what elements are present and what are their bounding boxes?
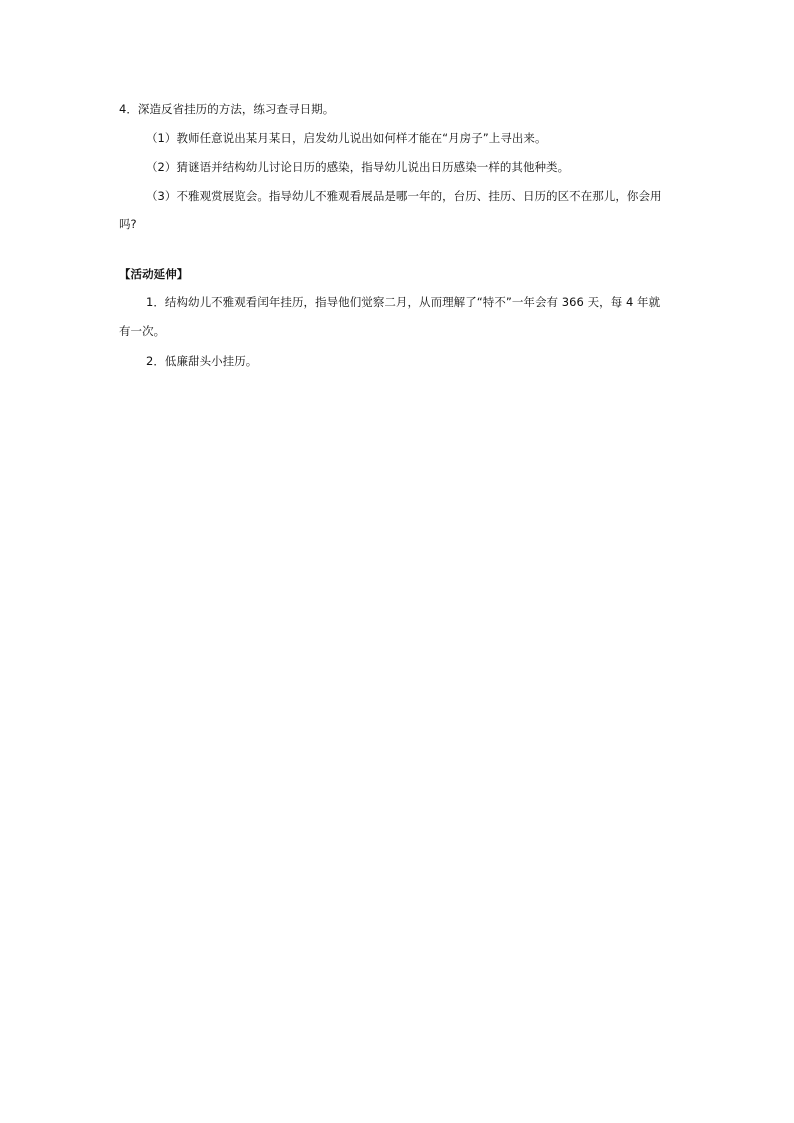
step-4-item-3-continued: 吗? [119,217,137,231]
extension-item-1: 1．结构幼儿不雅观看闰年挂历，指导他们觉察二月，从而理解了“特不”一年会有 366 天，每 4 年就 [146,295,661,309]
extension-item-2: 2．低廉甜头小挂历。 [146,354,258,368]
step-4-line: 4．深造反省挂历的方法，练习查寻日期。 [119,102,335,116]
step-4-item-2: （2）猜谜语并结构幼儿讨论日历的感染，指导幼儿说出日历感染一样的其他种类。 [146,160,570,174]
activity-extension-heading: 【活动延伸】 [119,267,189,281]
extension-item-1-continued: 有一次。 [119,324,166,338]
step-4-item-1: （1）教师任意说出某月某日，启发幼儿说出如何样才能在“月房子”上寻出来。 [146,131,547,145]
step-4-item-3: （3）不雅观赏展览会。指导幼儿不雅观看展品是哪一年的，台历、挂历、日历的区不在那儿，你会用 [146,189,662,203]
